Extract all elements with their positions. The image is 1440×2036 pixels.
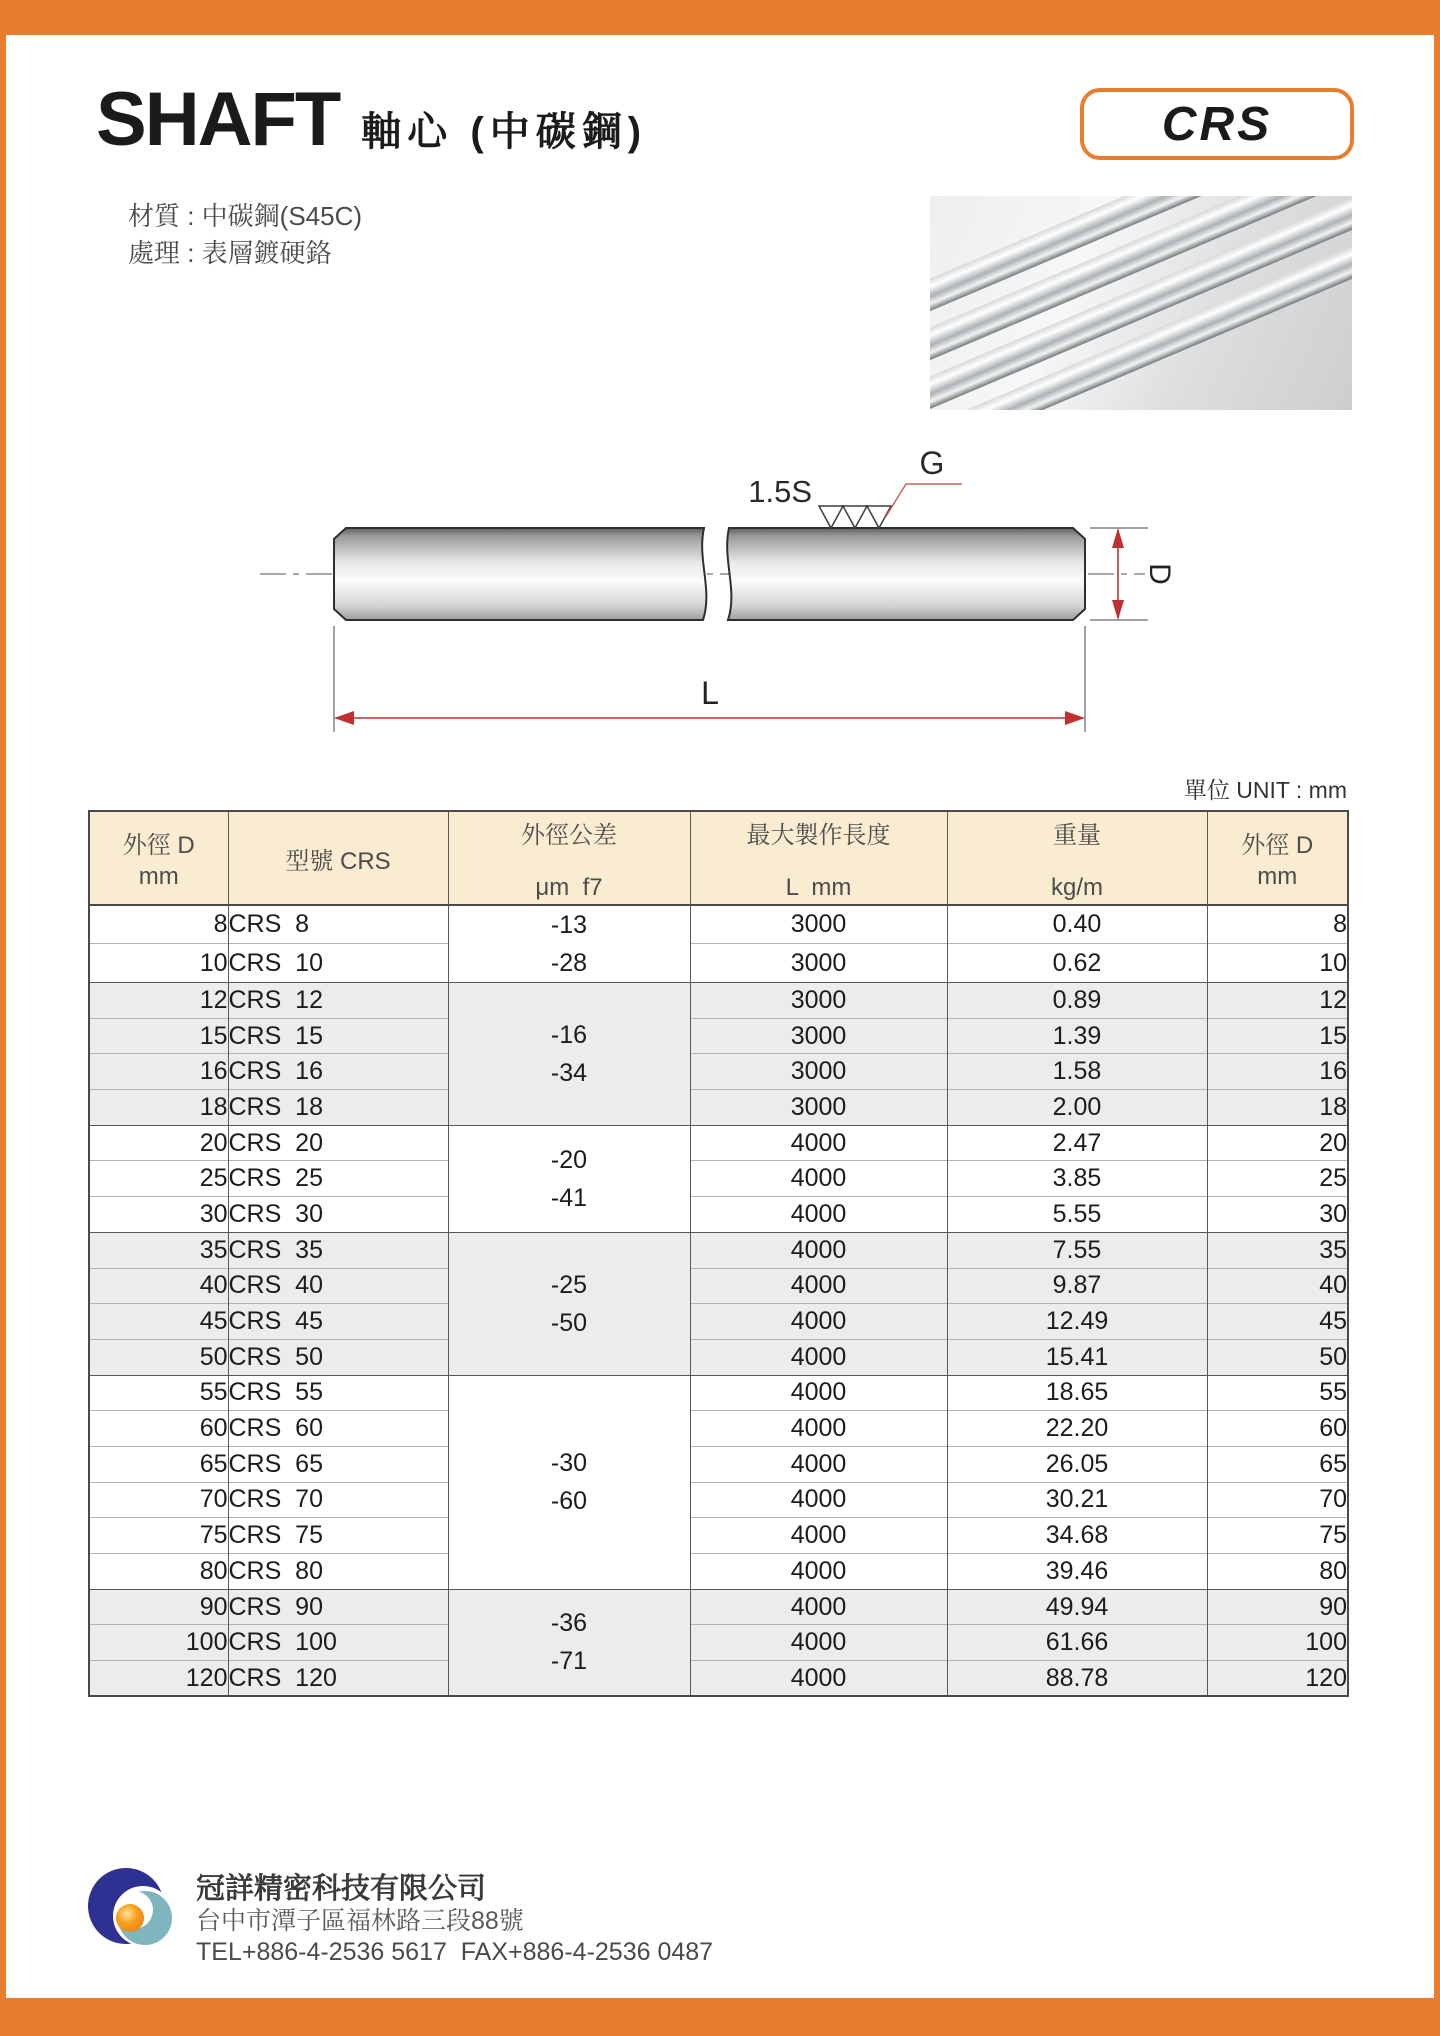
series-badge xyxy=(1080,88,1354,160)
cell-max-length: 4000 xyxy=(690,1232,947,1268)
table-row xyxy=(89,1197,1348,1233)
cell-weight: 26.05 xyxy=(947,1446,1207,1482)
cell-outer-diameter: 90 xyxy=(1207,1589,1348,1625)
cell-outer-diameter: 16 xyxy=(89,1054,228,1090)
cell-max-length: 4000 xyxy=(690,1482,947,1518)
table-row xyxy=(89,1304,1348,1340)
table-row xyxy=(89,1482,1348,1518)
cell-model-number: CRS 55 xyxy=(228,1375,448,1411)
column-header: 最大製作長度 L mm xyxy=(690,811,947,905)
roughness-symbol xyxy=(819,506,891,528)
cell-weight: 61.66 xyxy=(947,1625,1207,1661)
cell-outer-diameter: 25 xyxy=(1207,1161,1348,1197)
cell-outer-diameter: 75 xyxy=(1207,1518,1348,1554)
cell-model-number: CRS 20 xyxy=(228,1125,448,1161)
cell-model-number: CRS 10 xyxy=(228,944,448,983)
cell-max-length: 4000 xyxy=(690,1197,947,1233)
cell-max-length: 3000 xyxy=(690,1018,947,1054)
cell-model-number: CRS 15 xyxy=(228,1018,448,1054)
grind-label: G xyxy=(919,445,945,481)
cell-outer-diameter: 50 xyxy=(89,1339,228,1375)
cell-tolerance: -20 -41 xyxy=(448,1125,690,1232)
cell-outer-diameter: 75 xyxy=(89,1518,228,1554)
cell-outer-diameter: 90 xyxy=(89,1589,228,1625)
cell-model-number: CRS 16 xyxy=(228,1054,448,1090)
cell-outer-diameter: 120 xyxy=(89,1661,228,1697)
table-row xyxy=(89,1125,1348,1161)
cell-max-length: 4000 xyxy=(690,1161,947,1197)
cell-model-number: CRS 70 xyxy=(228,1482,448,1518)
treatment-line: 處理 : 表層鍍硬鉻 xyxy=(128,238,332,268)
cell-max-length: 3000 xyxy=(690,983,947,1019)
cell-max-length: 3000 xyxy=(690,944,947,983)
arrowhead-up xyxy=(1112,528,1124,548)
cell-outer-diameter: 10 xyxy=(89,944,228,983)
cell-outer-diameter: 100 xyxy=(1207,1625,1348,1661)
table-row xyxy=(89,1054,1348,1090)
cell-model-number: CRS 75 xyxy=(228,1518,448,1554)
cell-outer-diameter: 70 xyxy=(1207,1482,1348,1518)
cell-outer-diameter: 20 xyxy=(89,1125,228,1161)
cell-max-length: 4000 xyxy=(690,1554,947,1590)
cell-max-length: 4000 xyxy=(690,1446,947,1482)
cell-weight: 39.46 xyxy=(947,1554,1207,1590)
cell-weight: 18.65 xyxy=(947,1375,1207,1411)
cell-tolerance: -13 -28 xyxy=(448,905,690,983)
cell-outer-diameter: 65 xyxy=(89,1446,228,1482)
cell-weight: 0.62 xyxy=(947,944,1207,983)
table-row xyxy=(89,1589,1348,1625)
table-row xyxy=(89,1232,1348,1268)
cell-outer-diameter: 40 xyxy=(1207,1268,1348,1304)
company-phone: TEL+886-4-2536 5617 FAX+886-4-2536 0487 xyxy=(196,1938,714,1966)
table-row xyxy=(89,1375,1348,1411)
table-row xyxy=(89,1268,1348,1304)
cell-outer-diameter: 50 xyxy=(1207,1339,1348,1375)
cell-outer-diameter: 120 xyxy=(1207,1661,1348,1697)
arrowhead-right xyxy=(1065,711,1085,725)
cell-outer-diameter: 10 xyxy=(1207,944,1348,983)
cell-max-length: 4000 xyxy=(690,1625,947,1661)
cell-outer-diameter: 45 xyxy=(1207,1304,1348,1340)
cell-weight: 2.47 xyxy=(947,1125,1207,1161)
cell-max-length: 4000 xyxy=(690,1268,947,1304)
spec-table-header-row xyxy=(89,811,1348,905)
cell-model-number: CRS 50 xyxy=(228,1339,448,1375)
table-row xyxy=(89,1554,1348,1590)
diameter-label: D xyxy=(1143,563,1176,585)
cell-max-length: 4000 xyxy=(690,1589,947,1625)
technical-drawing xyxy=(230,440,1200,785)
cell-outer-diameter: 12 xyxy=(89,983,228,1019)
company-name: 冠詳精密科技有限公司 xyxy=(196,1873,487,1905)
cell-outer-diameter: 8 xyxy=(1207,905,1348,944)
table-row xyxy=(89,1161,1348,1197)
cell-max-length: 3000 xyxy=(690,1054,947,1090)
cell-model-number: CRS 65 xyxy=(228,1446,448,1482)
cell-model-number: CRS 80 xyxy=(228,1554,448,1590)
cell-outer-diameter: 18 xyxy=(89,1090,228,1126)
cell-max-length: 4000 xyxy=(690,1661,947,1697)
cell-model-number: CRS 12 xyxy=(228,983,448,1019)
cell-model-number: CRS 8 xyxy=(228,905,448,944)
arrowhead-down xyxy=(1112,600,1124,620)
cell-model-number: CRS 25 xyxy=(228,1161,448,1197)
cell-outer-diameter: 40 xyxy=(89,1268,228,1304)
spec-table xyxy=(88,810,1349,1697)
cell-model-number: CRS 18 xyxy=(228,1090,448,1126)
cell-weight: 5.55 xyxy=(947,1197,1207,1233)
footer-text xyxy=(196,1866,713,1968)
shaft-left-segment xyxy=(334,528,706,620)
column-header: 型號 CRS xyxy=(228,811,448,905)
cell-outer-diameter: 45 xyxy=(89,1304,228,1340)
column-header: 重量 kg/m xyxy=(947,811,1207,905)
cell-weight: 2.00 xyxy=(947,1090,1207,1126)
cell-outer-diameter: 80 xyxy=(1207,1554,1348,1590)
cell-weight: 3.85 xyxy=(947,1161,1207,1197)
cell-outer-diameter: 60 xyxy=(89,1411,228,1447)
cell-tolerance: -16 -34 xyxy=(448,983,690,1126)
page-title xyxy=(96,76,647,163)
cell-tolerance: -36 -71 xyxy=(448,1589,690,1696)
column-header: 外徑公差 μm f7 xyxy=(448,811,690,905)
cell-weight: 1.58 xyxy=(947,1054,1207,1090)
cell-outer-diameter: 30 xyxy=(89,1197,228,1233)
cell-max-length: 4000 xyxy=(690,1411,947,1447)
cell-model-number: CRS 120 xyxy=(228,1661,448,1697)
table-row xyxy=(89,1018,1348,1054)
cell-model-number: CRS 35 xyxy=(228,1232,448,1268)
cell-weight: 12.49 xyxy=(947,1304,1207,1340)
cell-outer-diameter: 35 xyxy=(1207,1232,1348,1268)
cell-model-number: CRS 60 xyxy=(228,1411,448,1447)
cell-weight: 30.21 xyxy=(947,1482,1207,1518)
cell-max-length: 4000 xyxy=(690,1125,947,1161)
spec-table-container xyxy=(88,810,1349,1697)
cell-max-length: 4000 xyxy=(690,1518,947,1554)
cell-outer-diameter: 15 xyxy=(89,1018,228,1054)
cell-weight: 34.68 xyxy=(947,1518,1207,1554)
series-badge-label: CRS xyxy=(1161,97,1273,151)
cell-max-length: 3000 xyxy=(690,1090,947,1126)
table-row xyxy=(89,905,1348,944)
arrowhead-left xyxy=(334,711,354,725)
shaft-drawing-svg xyxy=(230,440,1200,780)
material-info xyxy=(128,198,362,272)
page-title-en: SHAFT xyxy=(96,77,340,162)
cell-outer-diameter: 12 xyxy=(1207,983,1348,1019)
column-header: 外徑 D mm xyxy=(89,811,228,905)
table-row xyxy=(89,1411,1348,1447)
cell-outer-diameter: 35 xyxy=(89,1232,228,1268)
cell-outer-diameter: 60 xyxy=(1207,1411,1348,1447)
cell-weight: 0.40 xyxy=(947,905,1207,944)
table-row xyxy=(89,944,1348,983)
cell-model-number: CRS 90 xyxy=(228,1589,448,1625)
cell-outer-diameter: 8 xyxy=(89,905,228,944)
cell-max-length: 4000 xyxy=(690,1375,947,1411)
cell-weight: 0.89 xyxy=(947,983,1207,1019)
cell-model-number: CRS 45 xyxy=(228,1304,448,1340)
cell-outer-diameter: 55 xyxy=(89,1375,228,1411)
cell-weight: 88.78 xyxy=(947,1661,1207,1697)
roughness-label: 1.5S xyxy=(748,474,812,509)
table-row xyxy=(89,1625,1348,1661)
grind-leader-line xyxy=(885,484,962,518)
cell-weight: 7.55 xyxy=(947,1232,1207,1268)
cell-max-length: 4000 xyxy=(690,1304,947,1340)
shaft-right-segment xyxy=(727,528,1085,620)
table-row xyxy=(89,1339,1348,1375)
table-row xyxy=(89,1661,1348,1697)
cell-outer-diameter: 80 xyxy=(89,1554,228,1590)
cell-max-length: 4000 xyxy=(690,1339,947,1375)
table-row xyxy=(89,1518,1348,1554)
cell-tolerance: -30 -60 xyxy=(448,1375,690,1589)
unit-note: 單位 UNIT : mm xyxy=(1183,777,1347,803)
material-line: 材質 : 中碳鋼(S45C) xyxy=(128,201,363,231)
page-border-left xyxy=(0,0,6,2036)
cell-weight: 49.94 xyxy=(947,1589,1207,1625)
cell-outer-diameter: 25 xyxy=(89,1161,228,1197)
cell-model-number: CRS 100 xyxy=(228,1625,448,1661)
column-header: 外徑 D mm xyxy=(1207,811,1348,905)
product-photo xyxy=(930,196,1352,410)
cell-outer-diameter: 70 xyxy=(89,1482,228,1518)
cell-weight: 22.20 xyxy=(947,1411,1207,1447)
page-border-bottom xyxy=(0,1998,1440,2036)
cell-model-number: CRS 30 xyxy=(228,1197,448,1233)
cell-model-number: CRS 40 xyxy=(228,1268,448,1304)
cell-outer-diameter: 15 xyxy=(1207,1018,1348,1054)
chrome-rods-illustration xyxy=(930,196,1352,410)
cell-weight: 1.39 xyxy=(947,1018,1207,1054)
page-border-top xyxy=(0,0,1440,35)
cell-outer-diameter: 65 xyxy=(1207,1446,1348,1482)
table-row xyxy=(89,983,1348,1019)
cell-outer-diameter: 20 xyxy=(1207,1125,1348,1161)
spec-table-body xyxy=(89,905,1348,1696)
cell-weight: 15.41 xyxy=(947,1339,1207,1375)
cell-max-length: 3000 xyxy=(690,905,947,944)
cell-tolerance: -25 -50 xyxy=(448,1232,690,1375)
length-label: L xyxy=(701,675,719,711)
table-row xyxy=(89,1446,1348,1482)
cell-outer-diameter: 100 xyxy=(89,1625,228,1661)
cell-weight: 9.87 xyxy=(947,1268,1207,1304)
cell-outer-diameter: 30 xyxy=(1207,1197,1348,1233)
company-logo xyxy=(86,1866,178,1952)
cell-outer-diameter: 55 xyxy=(1207,1375,1348,1411)
page-title-zh: 軸心 (中碳鋼) xyxy=(361,110,648,154)
page-border-right xyxy=(1434,0,1440,2036)
footer xyxy=(86,1866,713,1968)
company-address: 台中市潭子區福林路三段88號 xyxy=(196,1907,524,1935)
table-row xyxy=(89,1090,1348,1126)
cell-outer-diameter: 16 xyxy=(1207,1054,1348,1090)
cell-outer-diameter: 18 xyxy=(1207,1090,1348,1126)
